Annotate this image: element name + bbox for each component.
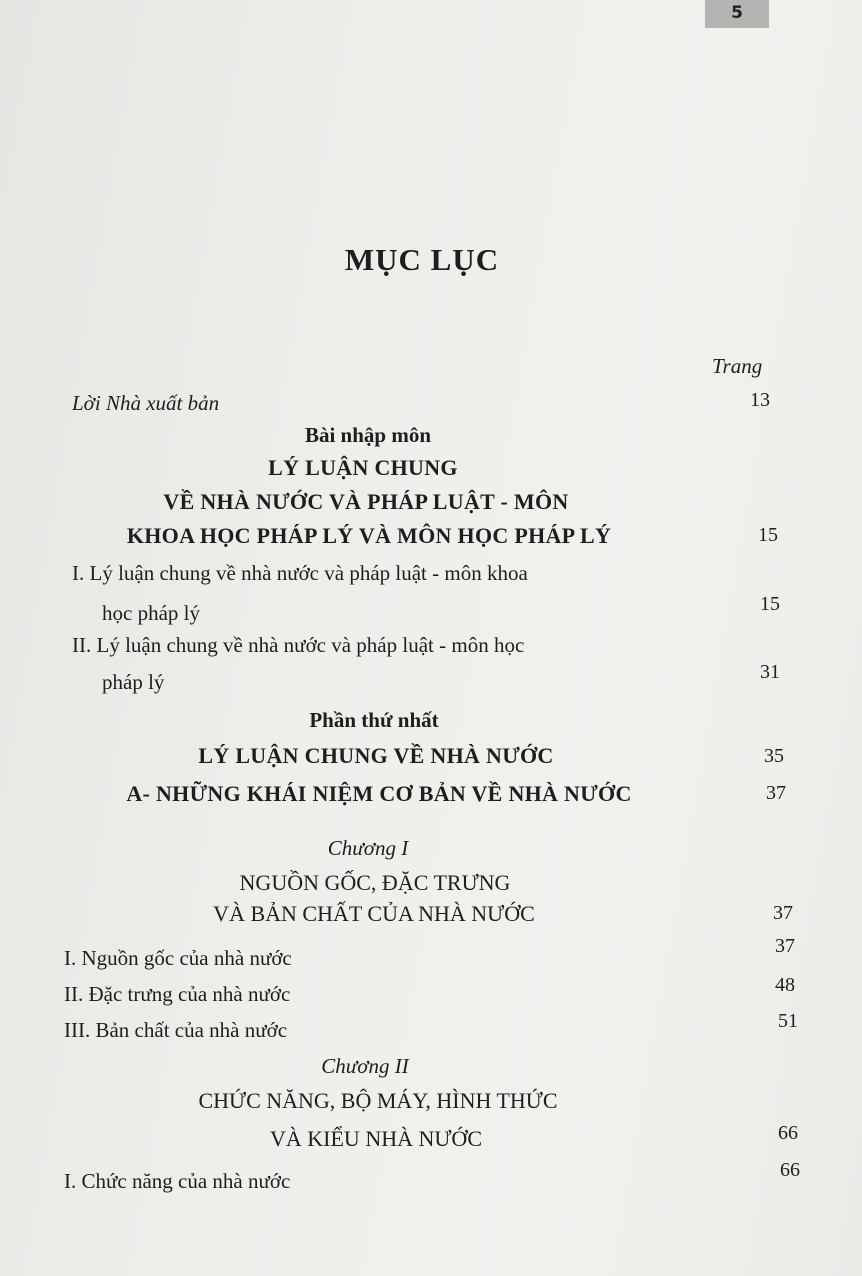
toc-heading: A- NHỮNG KHÁI NIỆM CƠ BẢN VỀ NHÀ NƯỚC [126, 781, 632, 806]
toc-page: 15 [760, 593, 780, 615]
chapter-label: Chương I [327, 836, 409, 860]
toc-heading: CHỨC NĂNG, BỘ MÁY, HÌNH THỨC [198, 1088, 558, 1113]
toc-page: 48 [775, 974, 795, 996]
toc-heading: VỀ NHÀ NƯỚC VÀ PHÁP LUẬT - MÔN [163, 489, 569, 514]
toc-heading: Bài nhập môn [304, 423, 432, 447]
toc-heading: KHOA HỌC PHÁP LÝ VÀ MÔN HỌC PHÁP LÝ [126, 523, 612, 548]
toc-heading: VÀ KIỂU NHÀ NƯỚC [270, 1126, 482, 1151]
toc-heading: VÀ BẢN CHẤT CỦA NHÀ NƯỚC [213, 901, 535, 926]
toc-entry: I. Chức năng của nhà nước [64, 1169, 291, 1193]
toc-page: 13 [750, 389, 770, 411]
page-number: 5 [705, 0, 769, 28]
toc-heading: LÝ LUẬN CHUNG VỀ NHÀ NƯỚC [198, 743, 554, 768]
toc-entry: II. Đặc trưng của nhà nước [64, 982, 291, 1006]
toc-page: 15 [758, 524, 778, 546]
page-column-label: Trang [712, 354, 763, 378]
toc-entry: I. Nguồn gốc của nhà nước [64, 946, 292, 970]
toc-entry: II. Lý luận chung về nhà nước và pháp luật - môn học [72, 633, 525, 657]
toc-page: 31 [760, 661, 780, 683]
toc-page: 51 [778, 1010, 798, 1032]
toc-page: 37 [773, 902, 793, 924]
toc-title: MỤC LỤC [344, 242, 500, 277]
toc-heading: LÝ LUẬN CHUNG [268, 455, 458, 480]
toc-heading: Phần thứ nhất [309, 708, 439, 732]
toc-entry: học pháp lý [102, 601, 200, 625]
toc-page: 66 [780, 1159, 800, 1181]
toc-entry: Lời Nhà xuất bản [72, 391, 220, 415]
toc-heading: NGUỒN GỐC, ĐẶC TRƯNG [239, 870, 511, 895]
toc-page: 37 [775, 935, 795, 957]
toc-page: 37 [766, 782, 786, 804]
toc-entry: I. Lý luận chung về nhà nước và pháp luật - môn khoa [72, 561, 528, 585]
toc-entry: III. Bản chất của nhà nước [64, 1018, 288, 1042]
toc-page: 35 [764, 745, 784, 767]
chapter-label: Chương II [321, 1054, 409, 1078]
toc-entry: pháp lý [102, 670, 165, 694]
toc-page: 66 [778, 1122, 798, 1144]
